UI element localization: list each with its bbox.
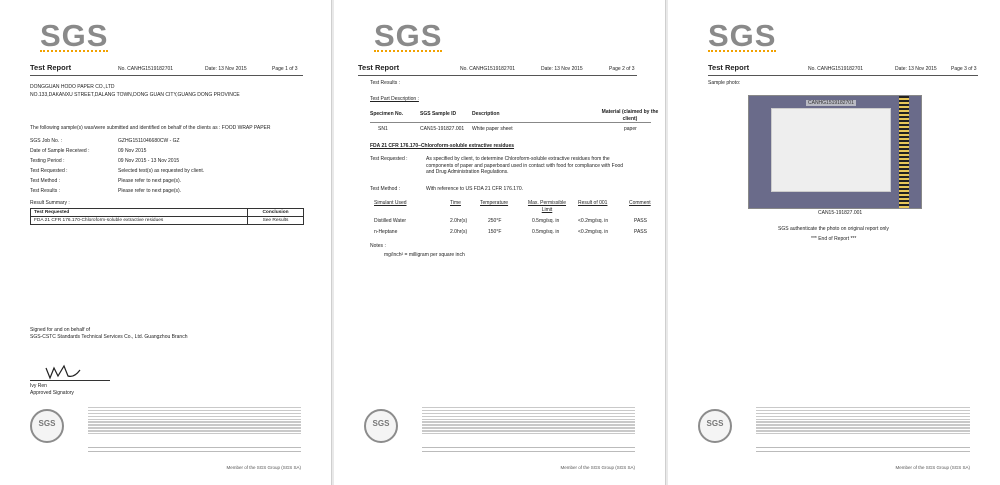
table-cell: 250°F bbox=[488, 218, 502, 224]
section-heading: FDA 21 CFR 176.170–Chloroform-soluble extractive residues bbox=[370, 143, 515, 149]
field-value: 09 Nov 2015 bbox=[118, 148, 147, 154]
signer-role: Approved Signatory bbox=[30, 390, 74, 396]
column-header: Description bbox=[472, 111, 500, 117]
column-header: Material (claimed by the client) bbox=[601, 109, 659, 122]
field-value: Please refer to next page(s). bbox=[118, 178, 182, 184]
page-footer bbox=[668, 395, 1000, 485]
field-label: Testing Period : bbox=[30, 158, 65, 164]
table-row bbox=[31, 217, 304, 225]
field-label: Test Requested : bbox=[30, 168, 68, 174]
company-address: NO.133,DAKANXU STREET,DALANG TOWN,DONG GUAN CITY,GUANG DONG PROVINCE bbox=[30, 92, 240, 98]
table-cell: 0.5mg/sq. in bbox=[532, 218, 560, 224]
requested-text: As specified by client, to determine Chloroform-soluble extractive residues from the components of paper and paperboard used in contact with food for compliance with Food and Drug Administration Regulations. bbox=[426, 156, 624, 175]
column-header: Max. Permissible Limit bbox=[527, 200, 567, 213]
sgs-seal-text: SGS bbox=[706, 419, 724, 428]
member-line: Member of the SGS Group (SGS SA) bbox=[226, 465, 301, 470]
column-header: Specimen No. bbox=[370, 111, 404, 117]
fine-print bbox=[88, 407, 301, 436]
report-date: Date: 13 Nov 2015 bbox=[541, 66, 583, 72]
column-header: Simulant Used bbox=[374, 200, 407, 206]
table-cell: CAN15-191827.001 bbox=[420, 126, 465, 132]
table-cell: See Results bbox=[248, 217, 304, 225]
report-title: Test Report bbox=[358, 63, 400, 72]
footer-address bbox=[756, 447, 970, 455]
result-summary-title: Result Summary : bbox=[30, 200, 70, 206]
column-header: SGS Sample ID bbox=[420, 111, 457, 117]
signed-on-behalf: Signed for and on behalf of bbox=[30, 327, 91, 333]
authenticate-note: SGS authenticate the photo on original report only bbox=[778, 226, 889, 232]
table-cell: paper bbox=[624, 126, 637, 132]
field-label: Test Results : bbox=[30, 188, 61, 194]
table-cell: FDA 21 CFR 176.170-Chloroform-soluble extractive residues bbox=[31, 217, 248, 225]
report-page-1 bbox=[0, 0, 332, 485]
table-cell: 150°F bbox=[488, 229, 502, 235]
field-value: GZHG1511046680CW - GZ bbox=[118, 138, 180, 144]
signature-line bbox=[30, 380, 110, 381]
notes-text: mg/inch² = milligram per square inch bbox=[384, 252, 465, 258]
table-cell: <0.2mg/sq. in bbox=[578, 229, 609, 235]
header-rule bbox=[30, 75, 303, 76]
report-number: No. CANHG1519182701 bbox=[808, 66, 864, 72]
sgs-seal bbox=[698, 409, 732, 443]
sample-intro: The following sample(s) was/were submitted and identified on behalf of the clients as : FOOD WRAP PAPER bbox=[30, 125, 271, 131]
sample-photo-label: Sample photo: bbox=[708, 80, 741, 86]
method-text: With reference to US FDA 21 CFR 176.170. bbox=[426, 186, 523, 192]
measurement-ruler bbox=[899, 96, 909, 208]
sgs-logo: SGS bbox=[40, 18, 109, 53]
header-rule bbox=[708, 75, 978, 76]
report-number: No. CANHG1519182701 bbox=[460, 66, 516, 72]
header-rule bbox=[358, 75, 637, 76]
sgs-seal bbox=[364, 409, 398, 443]
table-cell: 2.0hr(s) bbox=[450, 218, 468, 224]
fine-print bbox=[422, 407, 635, 436]
company-name: DONGGUAN HODO PAPER CO.,LTD bbox=[30, 84, 115, 90]
part-description-label: Test Part Description : bbox=[370, 96, 419, 102]
table-header-cell: Conclusion bbox=[248, 209, 304, 217]
signature-image bbox=[44, 362, 84, 382]
table-cell: SN1 bbox=[378, 126, 388, 132]
table-cell: PASS bbox=[634, 218, 647, 224]
page-number: Page 2 of 3 bbox=[609, 66, 635, 72]
page-number: Page 3 of 3 bbox=[951, 66, 977, 72]
column-header: Comment bbox=[629, 200, 651, 206]
sgs-seal-text: SGS bbox=[372, 419, 390, 428]
table-cell: <0.2mg/sq. in bbox=[578, 218, 609, 224]
result-summary-table bbox=[30, 208, 304, 225]
report-date: Date: 13 Nov 2015 bbox=[895, 66, 937, 72]
report-page-2 bbox=[334, 0, 666, 485]
page-footer bbox=[334, 395, 665, 485]
footer-address bbox=[88, 447, 301, 455]
end-of-report: *** End of Report *** bbox=[811, 236, 857, 242]
signing-organization: SGS-CSTC Standards Technical Services Co., Ltd. Guangzhou Branch bbox=[30, 334, 188, 340]
field-label: Date of Sample Received : bbox=[30, 148, 90, 154]
report-number: No. CANHG1519182701 bbox=[118, 66, 174, 72]
table-cell: White paper sheet bbox=[472, 126, 513, 132]
field-label: Test Method : bbox=[30, 178, 61, 184]
sgs-seal bbox=[30, 409, 64, 443]
table-cell: PASS bbox=[634, 229, 647, 235]
notes-label: Notes : bbox=[370, 243, 386, 249]
report-title: Test Report bbox=[30, 63, 72, 72]
sample-photo bbox=[748, 95, 922, 209]
photo-stamp: CANHG1519182701 bbox=[808, 100, 854, 106]
sgs-logo: SGS bbox=[708, 18, 777, 53]
page-footer bbox=[0, 395, 331, 485]
table-cell: n-Heptane bbox=[374, 229, 398, 235]
table-header-row bbox=[31, 209, 304, 217]
table-cell: Distilled Water bbox=[374, 218, 407, 224]
column-header: Result of 001 bbox=[578, 200, 608, 206]
table-cell: 2.0hr(s) bbox=[450, 229, 468, 235]
column-header: Temperature bbox=[480, 200, 509, 206]
page-number: Page 1 of 3 bbox=[272, 66, 298, 72]
field-value: Please refer to next page(s). bbox=[118, 188, 182, 194]
results-label: Test Results : bbox=[370, 80, 401, 86]
member-line: Member of the SGS Group (SGS SA) bbox=[895, 465, 970, 470]
requested-label: Test Requested : bbox=[370, 156, 408, 162]
sgs-logo: SGS bbox=[374, 18, 443, 53]
footer-address bbox=[422, 447, 635, 455]
table-cell: 0.5mg/sq. in bbox=[532, 229, 560, 235]
report-title: Test Report bbox=[708, 63, 750, 72]
photo-caption: CAN15-191827.001 bbox=[818, 210, 863, 216]
method-label: Test Method : bbox=[370, 186, 401, 192]
field-value: Selected test(s) as requested by client. bbox=[118, 168, 205, 174]
field-value: 09 Nov 2015 - 13 Nov 2015 bbox=[118, 158, 180, 164]
fine-print bbox=[756, 407, 970, 436]
field-label: SGS Job No. : bbox=[30, 138, 62, 144]
column-header: Time bbox=[450, 200, 461, 206]
sgs-seal-text: SGS bbox=[38, 419, 56, 428]
paper-sheet bbox=[771, 108, 891, 192]
table-rule bbox=[370, 122, 651, 123]
signer-name: Ivy Ren bbox=[30, 383, 47, 389]
member-line: Member of the SGS Group (SGS SA) bbox=[560, 465, 635, 470]
table-header-cell: Test Requested bbox=[31, 209, 248, 217]
report-date: Date: 13 Nov 2015 bbox=[205, 66, 247, 72]
report-page-3 bbox=[668, 0, 1000, 485]
